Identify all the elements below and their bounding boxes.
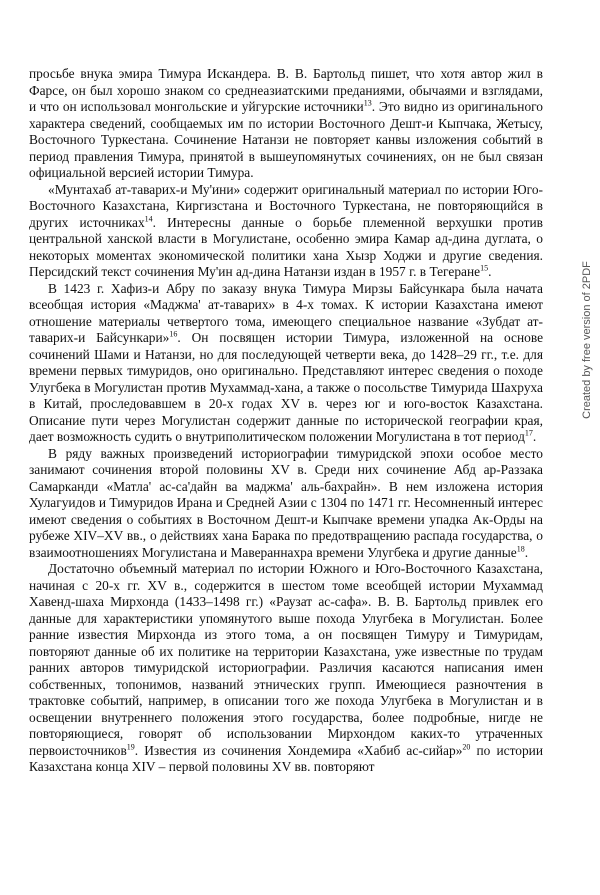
document-page bbox=[29, 66, 543, 892]
footnote-ref[interactable]: 18 bbox=[516, 544, 525, 554]
footnote-ref[interactable]: 13 bbox=[363, 98, 372, 108]
footnote-ref[interactable]: 20 bbox=[462, 742, 471, 752]
paragraph-text: просьбе внука эмира Тимура Искандера. В. В. Бартольд пишет, что хотя автор жил в Фарсе, он был хорошо знаком со среднеазиатскими преданиями, обычаями и взглядами, и что он использовал монгольские и уйгурские источники bbox=[29, 66, 543, 114]
paragraph-text: «Мунтахаб ат-таварих-и Му'ини» содержит оригинальный материал по истории Юго-Восточного Казахстана, Киргизстана и Восточного Туркестана, не повторяющийся в других источниках bbox=[29, 181, 543, 230]
paragraph bbox=[29, 182, 543, 281]
paragraph-text: В ряду важных произведений историографии тимуридской эпохи особое место занимают сочинения второй половины XV в. Среди них сочинение Абд ар-Раззака Самарканди «Матла' ас-са'дайн ва маджма' аль-бахрайн». В нем изложена история Хулагуидов и Тимуридов Ирана и Средней Азии с 1304 по 1471 гг. Несомненный интерес имеют сведения о событиях в Восточном Дешт-и Кыпчаке времени упадка Ак-Орды на рубеже XIV–XV вв., о действиях хана Барака по предотвращению распада государства, о взаимоотношениях Могулистана и Мавераннахра времени Улугбека и другие данные bbox=[29, 445, 543, 560]
paragraph-text: . Известия из сочинения Хондемира «Хабиб ас-сийар» bbox=[134, 742, 463, 758]
paragraph bbox=[29, 66, 543, 182]
paragraph-text: . Интересны данные о борьбе племенной верхушки против центральной ханской власти в Могулистане, особенно эмира Камар ад-дина дуглата, о некоторых моментах экономической политики хана Хызр Ходжи и другие сведения. Персидский текст сочинения Му'ин ад-дина Натанзи издан в 1957 г. в Тегеране bbox=[29, 214, 543, 279]
paragraph bbox=[29, 561, 543, 776]
footnote-ref[interactable]: 17 bbox=[524, 428, 533, 438]
paragraph-text: . Это видно из оригинального характера сведений, сообщаемых им по истории Восточного Дешт-и Кыпчака, Жетысу, Восточного Туркестана. Сочинение Натанзи не повторяет канвы изложения событий в период правления Тимура, принятой в вышеупомянутых сочинениях, он не был связан официальной версией истории Тимура. bbox=[29, 99, 543, 180]
footnote-ref[interactable]: 14 bbox=[144, 214, 153, 224]
watermark-text: Created by free version of 2PDF bbox=[581, 261, 593, 419]
paragraph-text: . bbox=[488, 264, 492, 279]
paragraph bbox=[29, 446, 543, 562]
paragraph-text: по истории Казахстана конца XIV – первой половины XV вв. повторяют bbox=[29, 742, 543, 774]
paragraph-text: . bbox=[532, 429, 537, 444]
paragraph-text: . bbox=[524, 544, 529, 560]
footnote-ref[interactable]: 19 bbox=[126, 742, 135, 752]
footnote-ref[interactable]: 16 bbox=[169, 329, 178, 339]
footnote-ref[interactable]: 15 bbox=[480, 263, 489, 273]
paragraph-text: В 1423 г. Хафиз-и Абру по заказу внука Тимура Мирзы Байсункара была начата всеобщая история «Маджма' ат-таварих» в 4-х томах. К истории Казахстана имеют отношение материалы четвертого тома, имеющего специальное название «Зубдат ат-таварих-и Байсункари» bbox=[29, 280, 543, 345]
paragraph-text: Достаточно объемный материал по истории Южного и Юго-Восточного Казахстана, начиная с 20-х гг. XV в., содержится в шестом томе всеобщей истории Мухаммад Хавенд-шаха Мирхонда (1433–1498 гг.) «Раузат ас-сафа». В. В. Бартольд привлек его данные для характеристики упомянутого выше похода Улугбека в Могулистан. Более ранние известия Мирхонда из этого тома, а он посвящен Тимуру и Тимуридам, повторяют данные об их политике на территории Казахстана, уже известные по трудам ранних авторов тимуридской историографии. Различия касаются написания имен собственных, топонимов, названий этнических групп. Имеющиеся разночтения в трактовке событий, например, в описании того же похода Улугбека в Могулистан и в освещении внутреннего положения этого государства, более подробные, нигде не повторяющиеся, говорят об использовании Мирхондом каких-то утраченных первоисточников bbox=[29, 561, 543, 758]
paragraph bbox=[29, 281, 543, 446]
paragraph-text: . Он посвящен истории Тимура, изложенной на основе сочинений Шами и Натанзи, но для последующей четверти века, до 1428–29 гг., т.е. для времени первых тимуридов, оно оригинально. Представляют интерес сведения о походе Улугбека в Могулистан против Мухаммад-хана, а также о посольстве Тимурида Шахруха в Китай, проследовавшем в 20-х годах XV в. через юг и юго-восток Казахстана. Описание пути через Могулистан содержит данные по исторической географии края, дает возможность судить о внутриполитическом положении Могулистана в тот период bbox=[29, 330, 543, 444]
